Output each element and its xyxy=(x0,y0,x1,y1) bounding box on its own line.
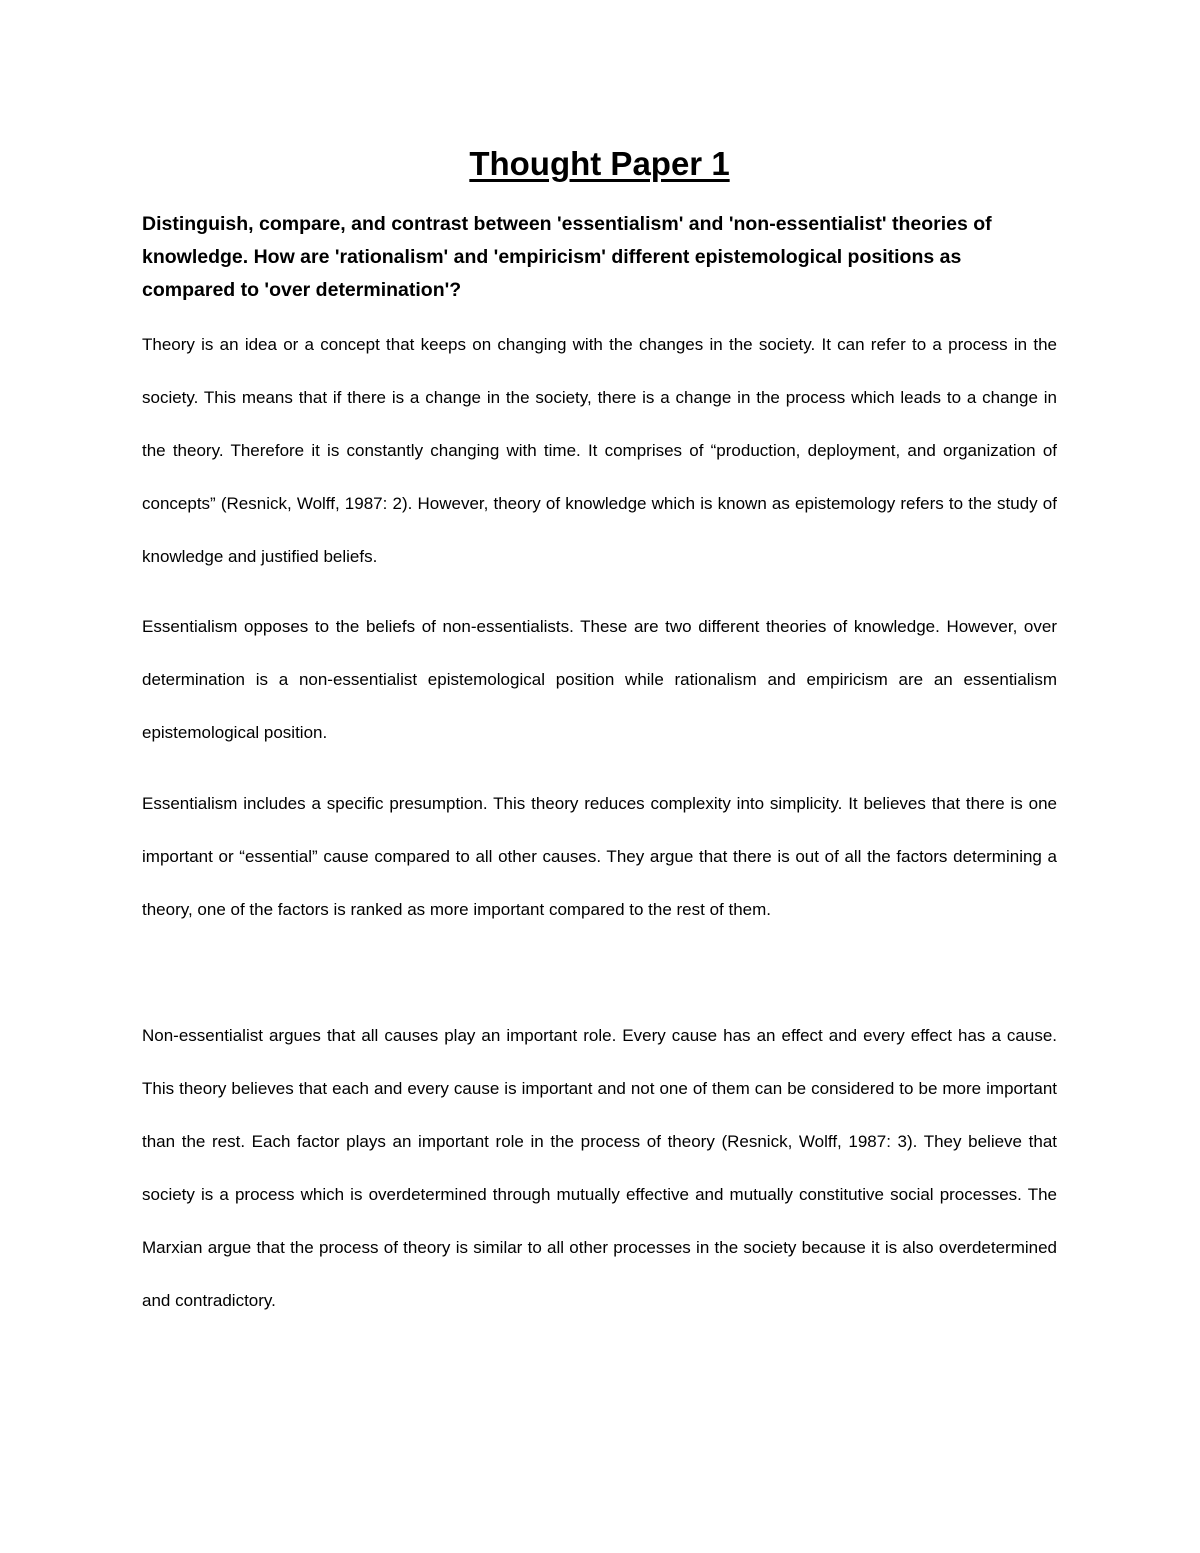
essay-question: Distinguish, compare, and contrast between 'essentialism' and 'non-essentialist' theories of knowledge. How are 'rationalism' and 'empiricism' different epistemological positions as compared to 'over determination'? xyxy=(142,213,992,301)
paragraph-essentialism: Essentialism includes a specific presumption. This theory reduces complexity into simplicity. It believes that there is one important or “essential” cause compared to all other causes. They argue that there is out of all the factors determining a theory, one of the factors is ranked as more important compared to the rest of them. xyxy=(142,794,1057,919)
paragraph-essentialism-vs-non-essentialism: Essentialism opposes to the beliefs of non-essentialists. These are two different theories of knowledge. However, over determination is a non-essentialist epistemological position while rationalism and empiricism are an essentialism epistemological position. xyxy=(142,617,1057,742)
document-title: Thought Paper 1 xyxy=(469,145,730,182)
paragraph-theory-definition: Theory is an idea or a concept that keeps on changing with the changes in the society. It can refer to a process in the society. This means that if there is a change in the society, there is a change in the process which leads to a change in the theory. Therefore it is constantly changing with time. It comprises of “production, deployment, and organization of concepts” (Resnick, Wolff, 1987: 2). However, theory of knowledge which is known as epistemology refers to the study of knowledge and justified beliefs. xyxy=(142,335,1057,566)
paragraph-non-essentialism: Non-essentialist argues that all causes play an important role. Every cause has an effect and every effect has a cause. This theory believes that each and every cause is important and not one of them can be considered to be more important than the rest. Each factor plays an important role in the process of theory (Resnick, Wolff, 1987: 3). They believe that society is a process which is overdetermined through mutually effective and mutually constitutive social processes. The Marxian argue that the process of theory is similar to all other processes in the society because it is also overdetermined and contradictory. xyxy=(142,1026,1057,1310)
